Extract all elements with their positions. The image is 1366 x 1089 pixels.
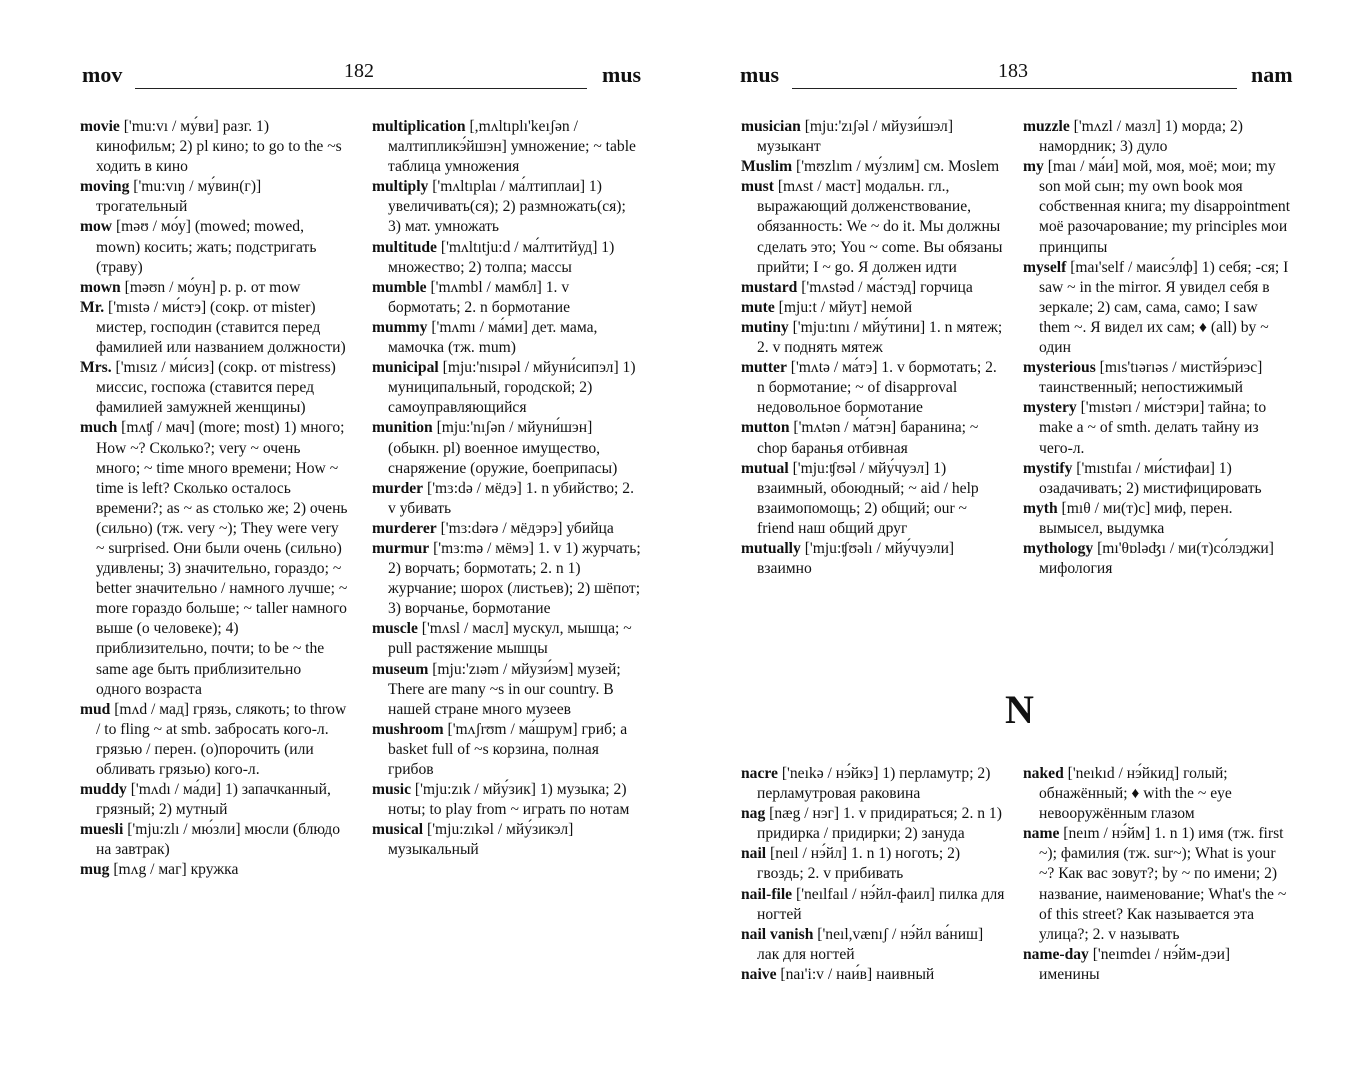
headword: nail-file [741, 885, 793, 903]
headword: naive [741, 965, 777, 983]
dictionary-entry [80, 860, 348, 880]
headword: multiply [372, 178, 429, 196]
headword: myth [1023, 499, 1058, 517]
headword: mythology [1023, 539, 1094, 557]
headword: nail [741, 845, 767, 863]
dictionary-entry [1023, 157, 1291, 257]
dictionary-entry [372, 780, 642, 820]
definition: [mʌd / мад] грязь, слякоть; to throw / to fling ~ at smb. забросать кого-л. грязью / перен. (о)порочить (или обливать грязью) кого-л. [96, 700, 347, 778]
column-6 [1023, 764, 1291, 985]
dictionary-entry [80, 217, 348, 277]
dictionary-entry [80, 358, 348, 418]
headword: mumble [372, 278, 427, 296]
dictionary-entry [80, 418, 348, 699]
headword: must [741, 178, 774, 196]
column-2 [372, 117, 642, 860]
headword: my [1023, 158, 1044, 176]
headword: nail vanish [741, 925, 814, 943]
dictionary-entry [372, 660, 642, 720]
guide-word-right: nam [1251, 62, 1293, 87]
headword: Mrs. [80, 359, 112, 377]
dictionary-entry [741, 844, 1007, 884]
definition: [neıl / нэ́йл] 1. n 1) ноготь; 2) гвоздь; 2. v прибивать [757, 845, 961, 883]
definition: ['mʌtə / ма́тэ] 1. v бормотать; 2. n бормотание; ~ of disapproval недовольное бормотание [757, 359, 997, 417]
dictionary-entry [372, 358, 642, 418]
headword: mute [741, 298, 775, 316]
definition: ['mıstıfaı / ми́стифаи] 1) озадачивать; 2) мистифицировать [1039, 459, 1262, 497]
dictionary-entry [741, 418, 1005, 458]
dictionary-entry [741, 764, 1007, 804]
headword: mustard [741, 278, 798, 296]
section-letter: N [1005, 687, 1034, 732]
definition: [mju:'zıəm / мйузи́эм] музей; There are many ~s in our country. В нашей стране много музеев [388, 660, 621, 718]
column-4 [1023, 117, 1291, 579]
dictionary-entry [741, 278, 1005, 298]
headword: nacre [741, 765, 778, 782]
dictionary-entry [1023, 499, 1291, 539]
headword: multitude [372, 238, 437, 256]
headword: much [80, 419, 118, 437]
definition: [næg / нэг] 1. v придираться; 2. n 1) придирка / придирки; 2) зануда [757, 805, 1002, 843]
headword: movie [80, 118, 120, 135]
headword: moving [80, 178, 130, 196]
headword: murderer [372, 519, 437, 537]
headword: mutton [741, 419, 790, 437]
dictionary-entry [741, 459, 1005, 539]
dictionary-entry [372, 619, 642, 659]
definition: ['mʌltıplaı / ма́лтиплаи] 1) увеличивать(ся); 2) размножать(ся); 3) мат. умножать [388, 178, 626, 236]
dictionary-entry [741, 157, 1005, 177]
definition: ['mɜ:də / мёдэ] 1. n убийство; 2. v убивать [388, 479, 634, 517]
definition: ['mʌmbl / мамбл] 1. v бормотать; 2. n бормотание [388, 278, 571, 316]
definition: [məʊ / мо́у] (mowed; mowed, mown) косить; жать; подстригать (траву) [96, 218, 317, 276]
dictionary-entry [741, 358, 1005, 418]
definition: ['mju:zlı / мю́зли] мюсли (блюдо на завтрак) [96, 821, 341, 859]
dictionary-entry [1023, 945, 1291, 985]
definition: ['mʌsl / масл] мускул, мышца; ~ pull растяжение мышцы [388, 620, 632, 658]
headword: mutually [741, 539, 801, 557]
definition: ['mʊzlım / му́злим] см. Moslem [792, 158, 1000, 176]
definition: ['mu:vı / му́ви] разг. 1) кинофильм; 2) pl кино; to go to the ~s ходить в кино [96, 118, 342, 176]
column-1 [80, 117, 348, 881]
dictionary-entry [372, 117, 642, 177]
dictionary-entry [372, 418, 642, 478]
dictionary-entry [1023, 764, 1291, 824]
dictionary-entry [372, 539, 642, 619]
dictionary-entry [1023, 459, 1291, 499]
dictionary-entry [1023, 398, 1291, 458]
dictionary-entry [372, 278, 642, 318]
definition: ['mʌmı / ма́ми] дет. мама, мамочка (тж. mum) [388, 318, 598, 357]
definition: ['mʌltıtju:d / ма́лтитйуд] 1) множество; 2) толпа; массы [388, 238, 615, 276]
headword: mow [80, 218, 113, 236]
dictionary-entry [741, 965, 1007, 985]
page-number: 183 [998, 60, 1028, 82]
definition: [neım / нэ́йм] 1. n 1) имя (тж. first ~); фамилия (тж. sur~); What is your ~? Как вас зовут?; by ~ по имени; 2) название, наименование; What's the ~ of this street? Как называется эта улица?; 2. v называть [1039, 825, 1287, 943]
definition: [mıs'tıərıəs / мистйэ́риэс] таинственный; непостижимый [1039, 359, 1263, 397]
headword: Mr. [80, 298, 105, 316]
dictionary-entry [372, 479, 642, 519]
headword: mown [80, 278, 121, 296]
definition: [maı'self / маисэ́лф] 1) себя; -ся; I saw ~ in the mirror. Я увидел себя в зеркале; 2) сам, сама, само; I saw them ~. Я видел их сам; ♦ (all) by ~ один [1039, 258, 1289, 357]
definition: [naı'i:v / наи́в] наивный [776, 965, 935, 983]
headword: multiplication [372, 118, 466, 135]
headword: musical [372, 821, 424, 839]
definition: ['neıkıd / нэ́йкид] голый; обнажённый; ♦ with the ~ eye невооружённым глазом [1039, 765, 1232, 823]
headword: mummy [372, 318, 428, 336]
dictionary-entry [741, 318, 1005, 358]
guide-word-left: mov [82, 62, 123, 87]
headword: munition [372, 419, 433, 437]
definition: [mju:t / мйут] немой [774, 298, 913, 316]
dictionary-entry [741, 117, 1005, 157]
definition: ['mʌʃrʊm / ма́шрум] гриб; a basket full of ~s корзина, полная грибов [388, 720, 628, 778]
header-rule [135, 88, 587, 89]
dictionary-entry [1023, 824, 1291, 945]
dictionary-entry [80, 780, 348, 820]
definition: ['neılfaıl / нэ́йл-фаил] пилка для ногтей [757, 885, 1005, 923]
headword: mug [80, 861, 110, 879]
definition: ['neıl,vænıʃ / нэ́йл ва́ниш] лак для ногтей [757, 925, 984, 963]
headword: name [1023, 825, 1060, 843]
right-page [683, 0, 1366, 1089]
headword: mystery [1023, 399, 1077, 417]
headword: Muslim [741, 158, 793, 176]
definition: [mıθ / ми(т)с] миф, перен. вымысел, выдумка [1039, 499, 1233, 537]
dictionary-entry [80, 177, 348, 217]
headword: musician [741, 118, 801, 135]
dictionary-entry [372, 820, 642, 860]
dictionary-entry [80, 298, 348, 358]
headword: mushroom [372, 720, 444, 738]
definition: [maı / ма́и] мой, моя, моё; мои; my son мой сын; my own book моя собственная книга; my disappointment моё разочарование; my principles мои принципы [1039, 158, 1291, 256]
definition: ['mʌstəd / ма́стэд] горчица [797, 278, 973, 296]
definition: ['mɜ:mə / мёмэ] 1. v 1) журчать; 2) ворчать; бормотать; 2. n 1) журчание; шорох (листьев); 2) шёпот; 3) ворчанье, бормотание [388, 539, 641, 618]
headword: mutual [741, 459, 789, 477]
headword: myself [1023, 258, 1067, 276]
dictionary-entry [372, 720, 642, 780]
page-number: 182 [344, 60, 374, 82]
headword: nag [741, 805, 766, 823]
headword: muzzle [1023, 118, 1070, 135]
dictionary-entry [372, 177, 642, 237]
dictionary-entry [80, 278, 348, 298]
definition: ['mıstə / ми́стэ] (сокр. от mister) мистер, господин (ставится перед фамилией или названием должности) [96, 298, 346, 357]
dictionary-entry [741, 298, 1005, 318]
headword: mystify [1023, 459, 1073, 477]
dictionary-entry [741, 539, 1005, 579]
definition: ['mɜ:dərə / мёдэрэ] убийца [436, 519, 614, 537]
headword: name-day [1023, 945, 1089, 963]
headword: muesli [80, 821, 124, 839]
definition: ['mju:tını / мйу́тини] 1. n мятеж; 2. v поднять мятеж [757, 318, 1003, 357]
definition: ['mju:zıkəl / мйу́зикэл] музыкальный [388, 821, 574, 859]
definition: ['mju:ʧʊəlı / мйу́чуэли] взаимно [757, 539, 955, 578]
headword: mysterious [1023, 359, 1096, 377]
column-3 [741, 117, 1005, 579]
column-5 [741, 764, 1007, 985]
definition: ['mju:zık / мйу́зик] 1) музыка; 2) ноты; to play from ~ играть по нотам [388, 781, 630, 819]
dictionary-entry [741, 925, 1007, 965]
definition: [mʌg / маг] кружка [109, 861, 239, 879]
definition: [mʌst / маст] модальн. гл., выражающий долженствование, обязанность: We ~ do it. Мы должны сделать это; You ~ come. Вы обязаны прийти; I ~ go. Я должен идти [757, 178, 1003, 276]
definition: [mju:'nısıpəl / мйуни́сипэл] 1) муниципальный, городской; 2) самоуправляющийся [388, 359, 636, 417]
definition: ['mısız / ми́сиз] (сокр. от mistress) миссис, госпожа (ставится перед фамилией замужней женщины) [96, 359, 336, 417]
definition: [məʊn / мо́ун] p. p. от mow [120, 278, 301, 296]
dictionary-entry [741, 804, 1007, 844]
dictionary-entry [80, 117, 348, 177]
headword: muscle [372, 620, 418, 638]
guide-word-left: mus [740, 62, 780, 87]
definition: ['mʌtən / ма́тэн] баранина; ~ chop баранья отбивная [757, 419, 979, 457]
dictionary-entry [1023, 539, 1291, 579]
definition: [mʌʧ / мач] (more; most) 1) много; How ~? Сколько?; very ~ очень много; ~ time много времени; How ~ time is left? Сколько осталось времени?; as ~ as столько же; 2) очень (сильно) (тж. very ~); They were very ~ surprised. Они были очень (сильно) удивлены; 3) значительно, гораздо; ~ better значительно / намного лучше; ~ more гораздо больше; ~ taller намного выше (о человеке); 4) приблизительно, почти; to be ~ the same age быть приблизительно одного возраста [96, 419, 348, 698]
definition: [mju:'nıʃən / мйуни́шэн] (обыкн. pl) военное имущество, снаряжение (оружие, боеприпасы) [388, 419, 618, 477]
headword: mutter [741, 359, 787, 377]
headword: museum [372, 660, 429, 678]
definition: [mı'θɒləʤı / ми(т)со́лэджи] мифология [1039, 539, 1274, 578]
dictionary-entry [1023, 358, 1291, 398]
definition: ['neıkə / нэ́йкэ] 1) перламутр; 2) перламутровая раковина [757, 765, 991, 803]
definition: ['mju:ʧʊəl / мйу́чуэл] 1) взаимный, обоюдный; ~ aid / help взаимопомощь; 2) общий; our ~ friend наш общий друг [757, 459, 979, 537]
headword: murmur [372, 539, 430, 557]
definition: ['neımdeı / нэ́йм-дэи] именины [1039, 945, 1231, 983]
headword: muddy [80, 781, 127, 799]
headword: mud [80, 700, 111, 718]
dictionary-entry [372, 318, 642, 358]
headword: municipal [372, 359, 439, 377]
headword: naked [1023, 765, 1064, 782]
guide-word-right: mus [602, 62, 642, 87]
dictionary-entry [372, 238, 642, 278]
definition: ['mu:vıŋ / му́вин(г)] трогательный [96, 178, 262, 216]
definition: ['mʌzl / мазл] 1) морда; 2) намордник; 3) дуло [1039, 118, 1243, 156]
dictionary-entry [1023, 258, 1291, 358]
headword: music [372, 781, 411, 799]
definition: ['mıstərı / ми́стэри] тайна; to make a ~ of smth. делать тайну из чего-л. [1039, 399, 1267, 457]
definition: ['mʌdı / ма́ди] 1) запачканный, грязный; 2) мутный [96, 781, 331, 819]
definition: [mju:'zıʃəl / мйузи́шэл] музыкант [757, 118, 954, 156]
definition: [,mʌltıplı'keıʃən / малтипликэ́йшэн] умножение; ~ table таблица умножения [388, 118, 636, 176]
dictionary-entry [741, 885, 1007, 925]
dictionary-entry [741, 177, 1005, 277]
headword: mutiny [741, 318, 789, 336]
dictionary-entry [80, 700, 348, 780]
dictionary-entry [80, 820, 348, 860]
headword: murder [372, 479, 424, 497]
header-rule [792, 88, 1237, 89]
dictionary-entry [1023, 117, 1291, 157]
dictionary-entry [372, 519, 642, 539]
